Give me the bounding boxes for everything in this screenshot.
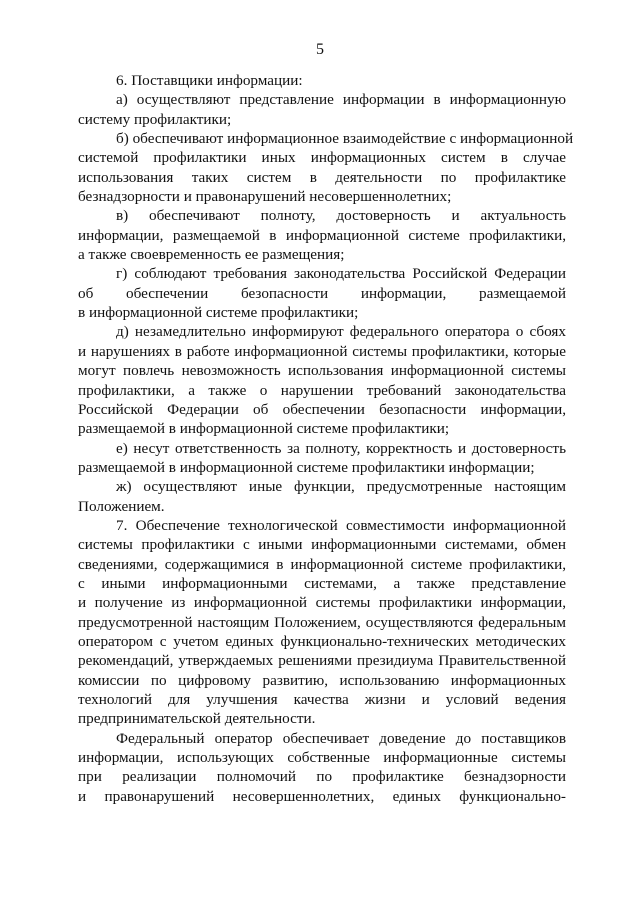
- text-line: и нарушениях в работе информационной системы профилактики, которые: [78, 342, 566, 360]
- text-line: системой профилактики иных информационных систем в случае: [78, 149, 566, 167]
- text-line: размещаемой в информационной системе профилактики информации;: [78, 458, 535, 476]
- text-line: системы профилактики с иными информационными системами, обмен: [78, 536, 566, 554]
- text-line: технологий для улучшения качества жизни и условий ведения: [78, 691, 566, 708]
- text-line: Российской Федерации об обеспечении безопасности информации,: [78, 400, 566, 418]
- text-line: ж) осуществляют иные функции, предусмотренные настоящим: [116, 478, 566, 496]
- text-line: е) несут ответственность за полноту, корректность и достоверность: [116, 439, 566, 457]
- text-line: использования таких систем в деятельности по профилактике: [78, 168, 566, 186]
- document-body: [78, 71, 574, 806]
- text-line: в информационной системе профилактики;: [78, 304, 359, 322]
- text-line: информации, использующих собственные информационные системы: [78, 749, 566, 767]
- text-line: 7. Обеспечение технологической совместимости информационной: [116, 516, 566, 534]
- text-line: б) обеспечивают информационное взаимодействие с информационной: [116, 130, 574, 148]
- text-line: профилактики, а также о нарушении требований законодательства: [78, 381, 566, 399]
- text-line: при реализации полномочий по профилактике безнадзорности: [78, 768, 566, 786]
- text-line: и правонарушений несовершеннолетних, единых функционально-: [78, 787, 566, 805]
- text-line: сведениями, содержащимися в информационной системе профилактики,: [78, 555, 566, 573]
- text-line: предпринимательской деятельности.: [78, 710, 316, 728]
- page-number: 5: [316, 41, 324, 58]
- text-line: информации, размещаемой в информационной системе профилактики,: [78, 226, 566, 244]
- text-line: рекомендаций, утверждаемых решениями президиума Правительственной: [78, 652, 566, 670]
- text-line: размещаемой в информационной системе профилактики;: [78, 420, 450, 438]
- text-line: а) осуществляют представление информации в информационную: [116, 91, 566, 109]
- text-line: об обеспечении безопасности информации, размещаемой: [78, 284, 566, 302]
- text-line: могут повлечь невозможность использования информационной системы: [78, 362, 566, 380]
- text-line: г) соблюдают требования законодательства Российской Федерации: [116, 265, 566, 283]
- text-line: с иными информационными системами, а также представление: [78, 574, 566, 592]
- text-line: Федеральный оператор обеспечивает доведение до поставщиков: [116, 729, 566, 747]
- text-line: 6. Поставщики информации:: [116, 72, 303, 89]
- text-line: а также своевременность ее размещения;: [78, 246, 345, 264]
- text-line: д) незамедлительно информируют федерального оператора о сбоях: [116, 323, 566, 341]
- text-line: предусмотренной настоящим Положением, осуществляются федеральным: [78, 613, 566, 631]
- text-line: безнадзорности и правонарушений несовершеннолетних;: [78, 188, 452, 206]
- text-line: оператором с учетом единых функционально-технических методических: [78, 632, 566, 650]
- text-line: в) обеспечивают полноту, достоверность и актуальность: [116, 207, 566, 225]
- text-line: систему профилактики;: [78, 110, 232, 128]
- text-line: комиссии по цифровому развитию, использованию информационных: [78, 671, 566, 689]
- text-line: Положением.: [78, 497, 165, 515]
- text-line: и получение из информационной системы профилактики информации,: [78, 594, 566, 612]
